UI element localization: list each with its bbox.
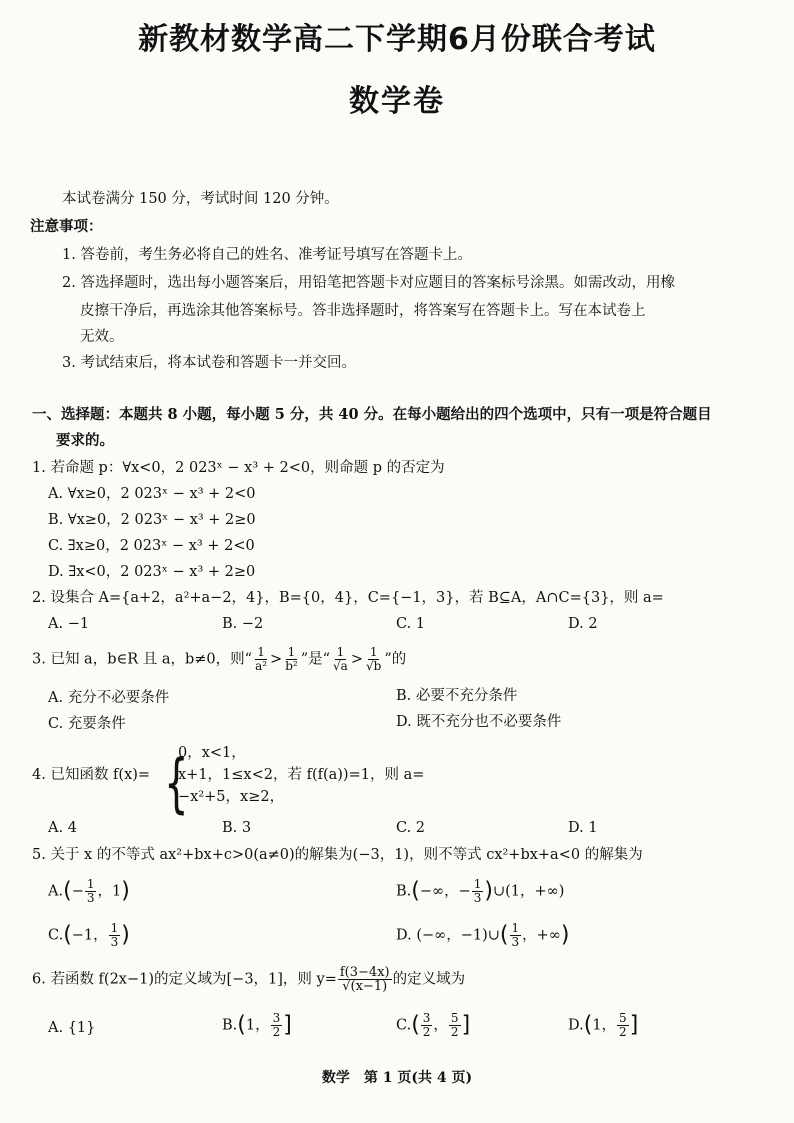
note-item-2-line-3: 无效。	[80, 329, 124, 345]
q5-option-b: B.(−∞，− $\frac{1}{3}$ )∪(1，+∞)	[396, 877, 565, 905]
note-item-1: 1. 答卷前，考生务必将自己的姓名、准考证号填写在答题卡上。	[62, 247, 472, 263]
q4-option-c: C. 2	[396, 820, 426, 836]
q3-option-d: D. 既不充分也不必要条件	[396, 714, 562, 730]
q2-option-b: B. −2	[222, 616, 264, 632]
q5-option-a: A.(− $\frac{1}{3}$ ，1)	[48, 877, 130, 905]
exam-title: 新教材数学高二下学期6月份联合考试	[138, 22, 656, 57]
q4-option-d: D. 1	[568, 820, 598, 836]
q6-option-a: A. {1}	[48, 1020, 96, 1036]
intro-text: 本试卷满分 150 分，考试时间 120 分钟。	[62, 191, 339, 207]
q6-option-b: B.(1， $\frac{3}{2}$ ]	[222, 1011, 292, 1039]
q4-case-2: x+1，1≤x<2，若 f(f(a))=1，则 a=	[178, 767, 425, 783]
q2-option-c: C. 1	[396, 616, 426, 632]
section-heading-line-2: 要求的。	[56, 432, 114, 449]
q4-case-1: 0，x<1，	[178, 745, 246, 761]
q3-stem: 3. 已知 a，b∈R 且 a，b≠0，则“ $\frac{1}{\text{a²}}$ > $\frac{1}{\text{b²}}$ ”是“ $\frac{1}{√a}$ > $\frac{1}{√b}$ ”的	[32, 645, 407, 673]
notes-heading: 注意事项：	[30, 218, 103, 235]
section-heading-line-1: 一、选择题：本题共 8 小题，每小题 5 分，共 40 分。在每小题给出的四个选项中，只有一项是符合题目	[32, 406, 712, 423]
q5-stem: 5. 关于 x 的不等式 ax²+bx+c>0(a≠0)的解集为(−3，1)，则不等式 cx²+bx+a<0 的解集为	[32, 847, 643, 863]
q1-option-b: B. ∀x≥0，2 023ˣ − x³ + 2≥0	[48, 512, 256, 528]
q1-option-a: A. ∀x≥0，2 023ˣ − x³ + 2<0	[48, 486, 256, 502]
q5-option-d: D. (−∞，−1)∪( $\frac{1}{3}$ ，+∞)	[396, 921, 570, 949]
note-item-2-line-1: 2. 答选择题时，选出每小题答案后，用铅笔把答题卡对应题目的答案标号涂黑。如需改动，用橡	[62, 275, 675, 291]
page-footer: 数学 第 1 页(共 4 页)	[321, 1070, 473, 1086]
q2-option-d: D. 2	[568, 616, 598, 632]
q4-stem-pre: 4. 已知函数 f(x)=	[32, 767, 151, 783]
q6-option-c: C.( $\frac{3}{2}$ ， $\frac{5}{2}$ ]	[396, 1011, 471, 1039]
q1-stem: 1. 若命题 p：∀x<0，2 023ˣ − x³ + 2<0，则命题 p 的否定为	[32, 460, 445, 476]
note-item-2-line-2: 皮擦干净后，再选涂其他答案标号。答非选择题时，将答案写在答题卡上。写在本试卷上	[80, 303, 646, 319]
q4-option-a: A. 4	[48, 820, 77, 836]
q1-option-c: C. ∃x≥0，2 023ˣ − x³ + 2<0	[48, 538, 255, 554]
exam-subtitle: 数学卷	[349, 84, 445, 119]
q2-option-a: A. −1	[48, 616, 90, 632]
note-item-3: 3. 考试结束后，将本试卷和答题卡一并交回。	[62, 355, 356, 371]
q6-option-d: D.(1， $\frac{5}{2}$ ]	[568, 1011, 639, 1039]
q4-brace: {	[164, 747, 189, 821]
q2-stem: 2. 设集合 A={a+2，a²+a−2，4}，B={0，4}，C={−1，3}，若 B⊆A，A∩C={3}，则 a=	[32, 590, 664, 606]
q6-stem: 6. 若函数 f(2x−1)的定义域为[−3，1]，则 y= $\frac{f(3-4x)}{√(x-1)}$ 的定义域为	[32, 965, 466, 994]
q1-option-d: D. ∃x<0，2 023ˣ − x³ + 2≥0	[48, 564, 256, 580]
q3-option-c: C. 充要条件	[48, 716, 126, 732]
q4-option-b: B. 3	[222, 820, 252, 836]
q5-option-c: C.(−1， $\frac{1}{3}$ )	[48, 921, 130, 949]
q3-option-a: A. 充分不必要条件	[48, 690, 170, 706]
q3-option-b: B. 必要不充分条件	[396, 688, 518, 704]
q4-case-3: −x²+5，x≥2，	[178, 789, 285, 805]
